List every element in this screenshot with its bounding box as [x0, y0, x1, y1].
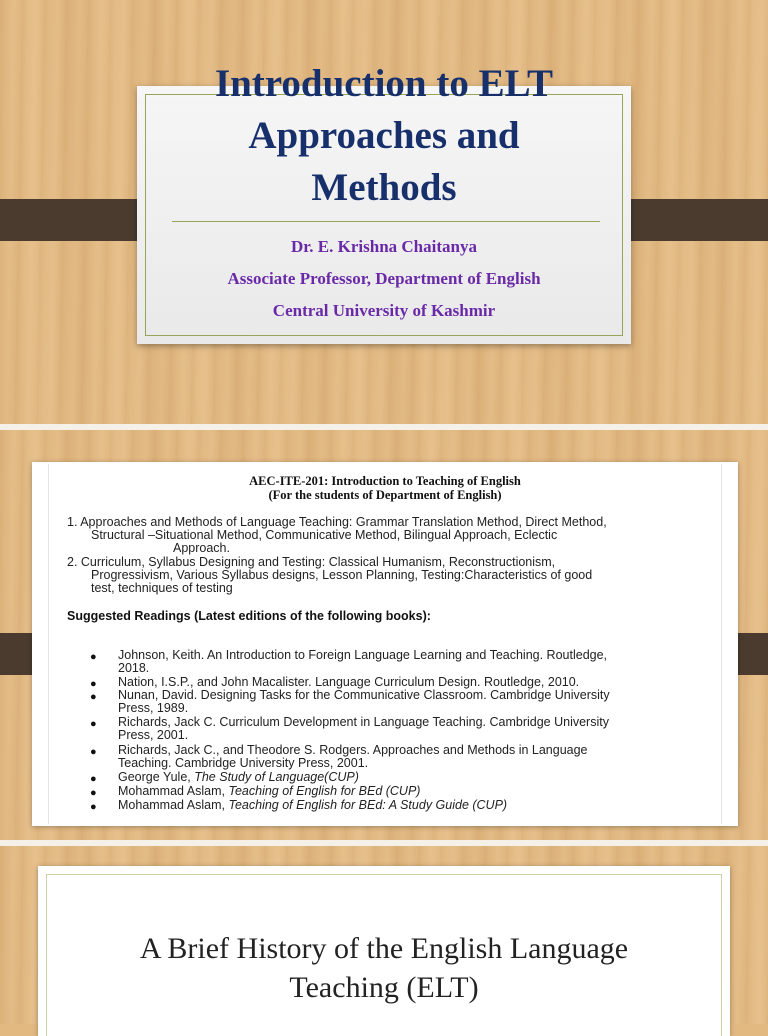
author-institution: Central University of Kashmir	[272, 301, 496, 320]
title-line-1: Introduction to ELT	[214, 62, 554, 105]
reading-item	[118, 689, 610, 715]
slide-3-title-line-2: Teaching (ELT)	[289, 971, 479, 1004]
reading-line: Nation, I.S.P., and John Macalister. Language Curriculum Design. Routledge, 2010.	[118, 675, 580, 689]
topic-1-line-3: Approach.	[173, 541, 230, 555]
bullet-icon: ●	[90, 718, 97, 730]
slide-1-title	[0, 58, 768, 214]
reading-line: Press, 2001.	[118, 728, 189, 742]
course-heading: AEC-ITE-201: Introduction to Teaching of English	[249, 474, 521, 488]
title-line-2: Approaches and	[248, 114, 520, 157]
course-subheading: (For the students of Department of English)	[268, 488, 502, 502]
reading-line: Richards, Jack C., and Theodore S. Rodgers. Approaches and Methods in Language	[118, 743, 588, 757]
reading-author: George Yule,	[118, 770, 195, 784]
bullet-icon: ●	[90, 691, 97, 703]
suggested-readings-heading: Suggested Readings (Latest editions of the following books):	[67, 609, 431, 623]
topic-1-line-1: 1. Approaches and Methods of Language Teaching: Grammar Translation Method, Direct Method,	[67, 515, 607, 529]
reading-item	[118, 785, 420, 798]
bullet-icon: ●	[90, 801, 97, 813]
bullet-icon: ●	[90, 773, 97, 785]
topic-2-line-1: 2. Curriculum, Syllabus Designing and Testing: Classical Humanism, Reconstructionism,	[67, 555, 556, 569]
reading-line: Press, 1989.	[118, 701, 189, 715]
bullet-icon: ●	[90, 787, 97, 799]
reading-item	[118, 744, 588, 770]
topic-2-line-2: Progressivism, Various Syllabus designs, Lesson Planning, Testing:Characteristics of good	[91, 568, 593, 582]
reading-line: Nunan, David. Designing Tasks for the Communicative Classroom. Cambridge University	[118, 688, 610, 702]
reading-item	[118, 799, 507, 812]
topic-2-line-3: test, techniques of testing	[91, 581, 233, 595]
slide-3-title-line-1: A Brief History of the English Language	[139, 932, 629, 965]
title-divider	[172, 221, 600, 222]
reading-author: Mohammad Aslam,	[118, 798, 229, 812]
reading-item	[118, 649, 607, 675]
reading-item	[118, 716, 609, 742]
title-line-3: Methods	[311, 166, 457, 209]
reading-title: Teaching of English for BEd (CUP)	[228, 784, 421, 798]
bullet-icon: ●	[90, 678, 97, 690]
author-position: Associate Professor, Department of English	[227, 269, 541, 288]
reading-author: Mohammad Aslam,	[118, 784, 229, 798]
reading-line: Richards, Jack C. Curriculum Development in Language Teaching. Cambridge University	[118, 715, 609, 729]
reading-item	[118, 771, 359, 784]
author-name: Dr. E. Krishna Chaitanya	[291, 237, 477, 256]
reading-line: Johnson, Keith. An Introduction to Foreign Language Learning and Teaching. Routledge,	[118, 648, 608, 662]
bullet-icon: ●	[90, 651, 97, 663]
reading-line: Teaching. Cambridge University Press, 2001.	[118, 756, 369, 770]
topic-1-line-2: Structural –Situational Method, Communicative Method, Bilingual Approach, Eclectic	[91, 528, 558, 542]
reading-line: 2018.	[118, 661, 150, 675]
bullet-icon: ●	[90, 746, 97, 758]
reading-title: The Study of Language(CUP)	[194, 770, 359, 784]
reading-title: Teaching of English for BEd: A Study Guide (CUP)	[228, 798, 508, 812]
